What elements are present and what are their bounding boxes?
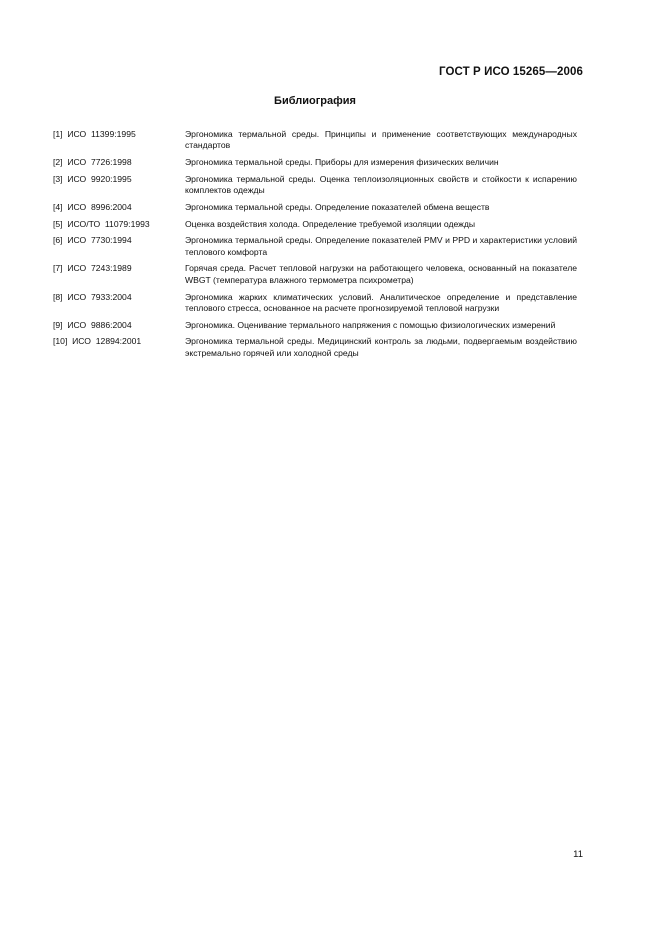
document-code: ГОСТ Р ИСО 15265—2006: [438, 66, 583, 78]
reference-number: [8] ИСО 7933:2004: [53, 291, 132, 302]
reference-title: Эргономика термальной среды. Приборы для измерения физических величин: [185, 157, 499, 168]
reference-title: Эргономика термальной среды. Принципы и применение соответствующих международных стандартов: [185, 129, 577, 151]
reference-title: Эргономика жарких климатических условий. Аналитическое определение и представление теплового стресса, основанное на расчете прогнозируемой тепловой нагрузки: [185, 291, 577, 313]
reference-title: Эргономика термальной среды. Определение показателей обмена веществ: [185, 201, 490, 212]
reference-number: [2] ИСО 7726:1998: [53, 157, 132, 168]
reference-title: Эргономика термальной среды. Определение показателей PMV и PPD и характеристики условий теплового комфорта: [185, 235, 577, 257]
reference-number: [6] ИСО 7730:1994: [53, 235, 132, 246]
section-title: Библиография: [274, 95, 356, 107]
page-number: 11: [573, 849, 583, 860]
reference-title: Эргономика термальной среды. Оценка теплоизоляционных свойств и стойкости к испарению комплектов одежды: [185, 173, 577, 196]
bibliography-list: [53, 129, 577, 364]
bibliography-entry: [53, 202, 577, 213]
bibliography-entry: [53, 235, 577, 258]
reference-number: [9] ИСО 9886:2004: [53, 319, 132, 330]
bibliography-entry: [53, 292, 577, 315]
reference-title: Эргономика. Оценивание термального напряжения с помощью физиологических измерений: [185, 319, 556, 330]
reference-number: [1] ИСО 11399:1995: [53, 129, 136, 139]
reference-number: [4] ИСО 8996:2004: [53, 201, 132, 212]
bibliography-entry: [53, 219, 577, 230]
bibliography-entry: [53, 263, 577, 286]
reference-title: Горячая среда. Расчет тепловой нагрузки на работающего человека, основанный на показателе WBGT (температура влажного термометра психрометра): [185, 263, 577, 285]
reference-number: [7] ИСО 7243:1989: [53, 263, 132, 274]
bibliography-entry: [53, 336, 577, 359]
reference-number: [3] ИСО 9920:1995: [53, 173, 132, 184]
reference-title: Эргономика термальной среды. Медицинский контроль за людьми, подвергаемым воздействию экстремально горячей или холодной среды: [185, 336, 577, 358]
bibliography-entry: [53, 320, 577, 331]
bibliography-entry: [53, 157, 577, 168]
reference-number: [5] ИСО/ТО 11079:1993: [53, 218, 150, 229]
reference-title: Оценка воздействия холода. Определение требуемой изоляции одежды: [185, 218, 476, 229]
bibliography-entry: [53, 129, 577, 152]
reference-number: [10] ИСО 12894:2001: [53, 336, 142, 347]
bibliography-entry: [53, 174, 577, 197]
